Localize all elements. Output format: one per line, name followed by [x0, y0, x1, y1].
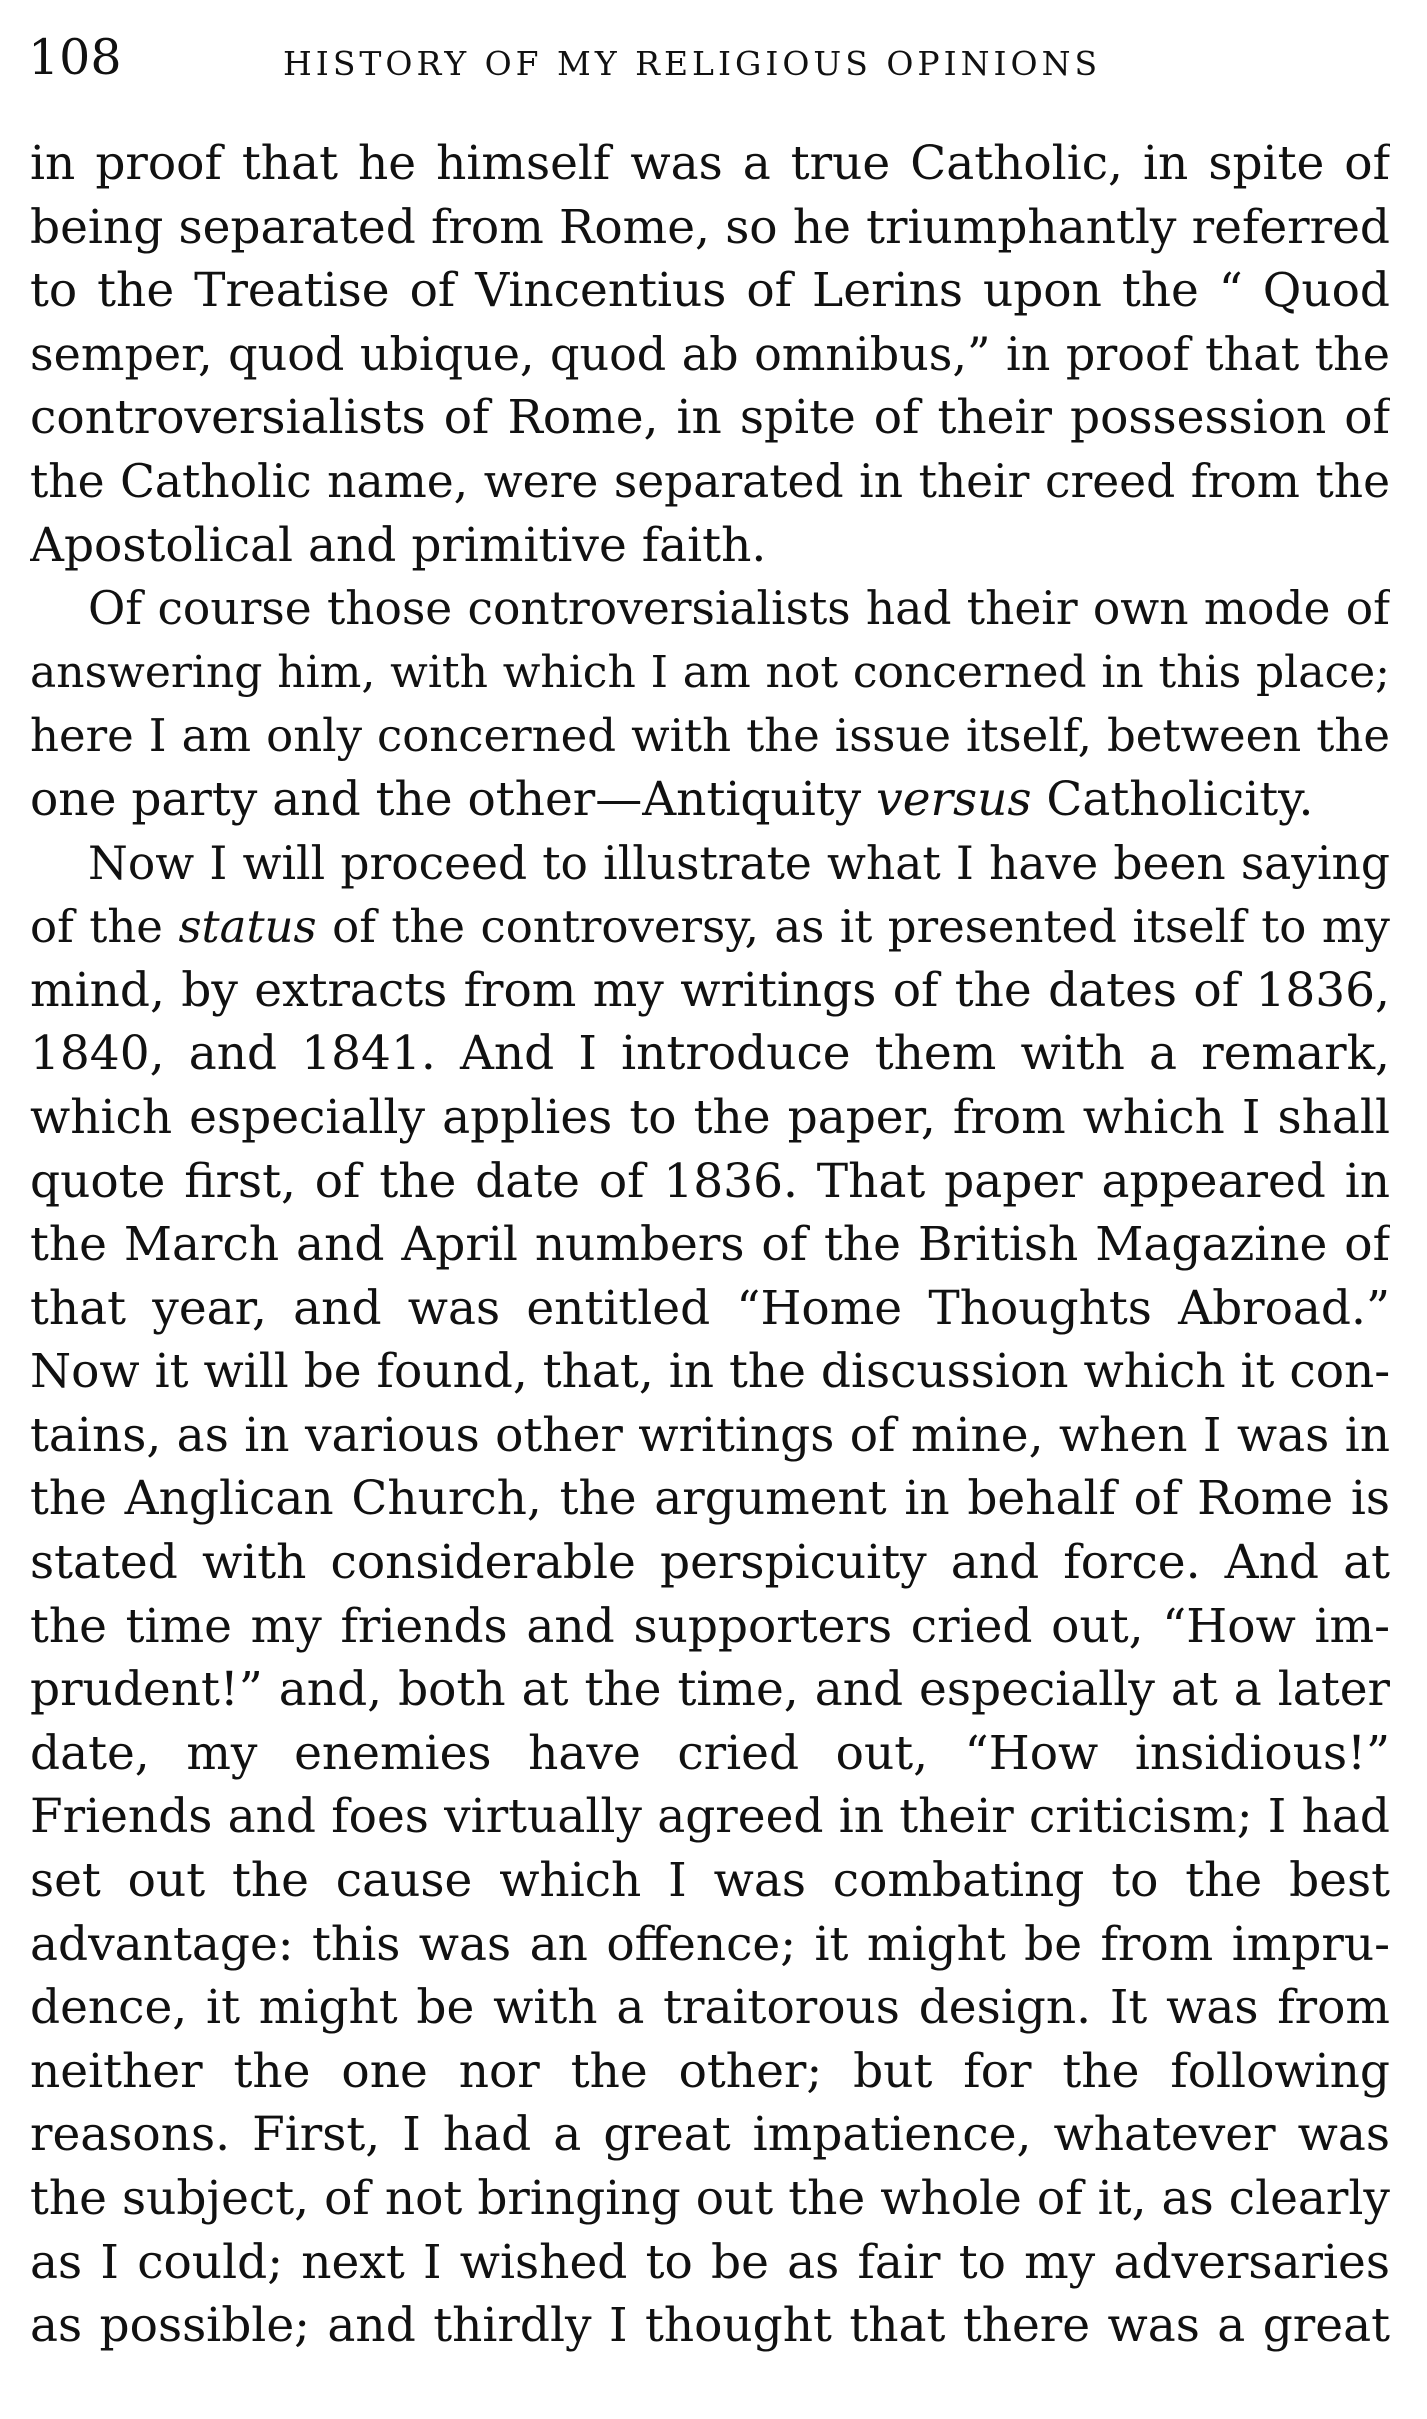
italic-term: status [178, 900, 317, 954]
text-line: semper, quod ubique, quod ab omnibus,” in proof that the [30, 326, 1390, 381]
text-line: Now it will be found, that, in the discussion which it con- [30, 1344, 1390, 1400]
text-line: the subject, of not bringing out the whole of it, as clearly [30, 2171, 1390, 2226]
text-run: of the controversy, as it presented itself to my [316, 900, 1390, 954]
text-line: Friends and foes virtually agreed in their criticism; I had [30, 1789, 1390, 1845]
text-line: quote first, of the date of 1836. That paper appeared in [30, 1153, 1390, 1209]
running-head: HISTORY OF MY RELIGIOUS OPINIONS [283, 44, 1102, 83]
page-header [28, 22, 1398, 102]
text-line: Of course those controversialists had their own mode of [88, 582, 1390, 636]
text-line: advantage: this was an offence; it might be from impru- [30, 1916, 1390, 1972]
text-line: being separated from Rome, so he triumphantly referred [30, 199, 1390, 255]
text-line: stated with considerable perspicuity and force. And at [30, 1535, 1390, 1591]
text-line: tains, as in various other writings of mine, when I was in [30, 1407, 1390, 1463]
text-line: the Anglican Church, the argument in behalf of Rome is [30, 1471, 1390, 1527]
text-line: that year, and was entitled “Home Thoughts Abroad.” [30, 1280, 1390, 1336]
paragraph-1 [30, 132, 1390, 577]
text-line: the Catholic name, were separated in their creed from the [30, 454, 1390, 508]
text-line: the March and April numbers of the British Magazine of [30, 1217, 1390, 1273]
text-line: Apostolical and primitive faith. [30, 517, 767, 573]
paragraph-2 [30, 577, 1390, 831]
text-line: mind, by extracts from my writings of the dates of 1836, [30, 962, 1390, 1018]
text-line: which especially applies to the paper, from which I shall [30, 1089, 1390, 1145]
text-line [30, 768, 1390, 832]
text-line: to the Treatise of Vincentius of Lerins upon the “ Quod [30, 263, 1390, 319]
body-text [30, 132, 1390, 2358]
text-run: of the [30, 900, 179, 954]
paragraph-3 [30, 832, 1390, 2358]
text-line [30, 895, 1390, 959]
text-line: dence, it might be with a traitorous design. It was from [30, 1980, 1390, 2036]
text-line: Now I will proceed to illustrate what I have been saying [88, 836, 1390, 890]
text-line: prudent!” and, both at the time, and especially at a later [30, 1662, 1390, 1718]
text-line: the time my friends and supporters cried out, “How im- [30, 1598, 1390, 1654]
text-line: as possible; and thirdly I thought that there was a great [30, 2298, 1390, 2354]
text-run: Catholicity. [1031, 771, 1314, 827]
text-line: as I could; next I wished to be as fair to my adversaries [30, 2234, 1390, 2290]
text-line: 1840, and 1841. And I introduce them with a remark, [30, 1026, 1390, 1082]
page-number: 108 [28, 29, 122, 86]
text-run: one party and the other—Antiquity [30, 771, 877, 827]
italic-term: versus [876, 771, 1032, 827]
text-line: controversialists of Rome, in spite of their possession of [30, 390, 1390, 446]
text-line: answering him, with which I am not concerned in this place; [30, 646, 1390, 698]
text-line: neither the one nor the other; but for the following [30, 2043, 1390, 2099]
text-line: date, my enemies have cried out, “How insidious!” [30, 1725, 1390, 1781]
text-line: set out the cause which I was combating to the best [30, 1853, 1390, 1909]
text-line: in proof that he himself was a true Catholic, in spite of [30, 136, 1390, 191]
text-line: reasons. First, I had a great impatience, whatever was [30, 2107, 1390, 2163]
text-line: here I am only concerned with the issue itself, between the [30, 709, 1390, 763]
